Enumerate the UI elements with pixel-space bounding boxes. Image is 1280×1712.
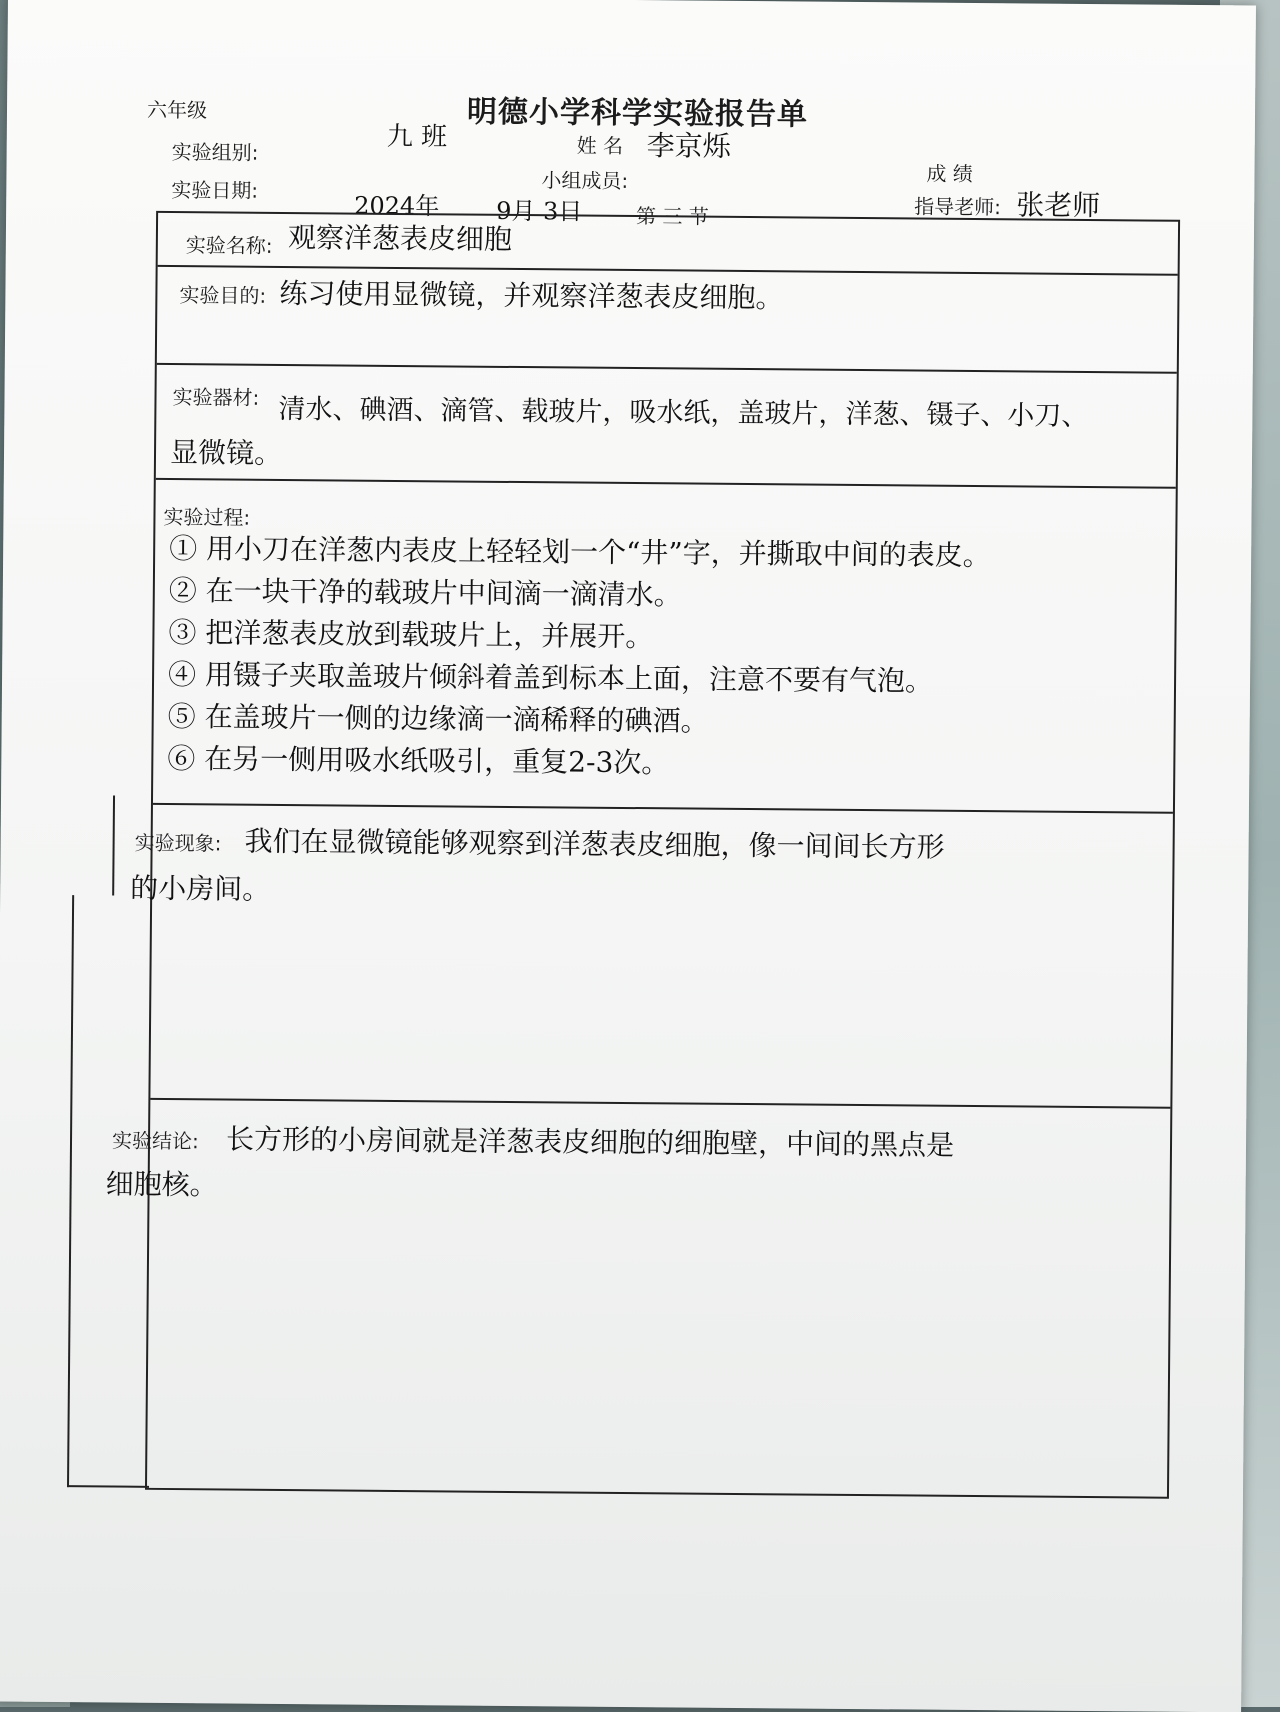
- class-value: 九 班: [386, 121, 448, 153]
- report-table: [105, 211, 1180, 1499]
- conclusion-line-1: 长方形的小房间就是洋葱表皮细胞的细胞壁，中间的黑点是: [225, 1122, 955, 1162]
- teacher-value: 张老师: [1016, 188, 1101, 223]
- date-month-day: 9月 3日: [496, 196, 583, 226]
- purpose-value: 练习使用显微镜，并观察洋葱表皮细胞。: [279, 276, 784, 315]
- teacher-label: 指导老师:: [914, 194, 1002, 220]
- divider: [158, 265, 1178, 276]
- divider: [153, 803, 1173, 814]
- process-label: 实验过程:: [163, 504, 251, 530]
- process-step-2: ② 在一块干净的载玻片中间滴一滴清水。: [168, 573, 682, 612]
- name-label: 姓 名: [576, 133, 624, 158]
- process-step-1: ① 用小刀在洋葱内表皮上轻轻划一个“井”字，并撕取中间的表皮。: [169, 531, 991, 573]
- experiment-name-value: 观察洋葱表皮细胞: [287, 221, 513, 256]
- conclusion-label: 实验结论:: [111, 1128, 199, 1154]
- phenomenon-label: 实验现象:: [134, 830, 222, 856]
- purpose-label: 实验目的:: [179, 283, 267, 308]
- materials-line-1: 清水、碘酒、滴管、载玻片，吸水纸，盖玻片，洋葱、镊子、小刀、: [278, 393, 1089, 432]
- divider: [150, 1098, 1170, 1109]
- process-step-4: ④ 用镊子夹取盖玻片倾斜着盖到标本上面，注意不要有气泡。: [167, 657, 934, 698]
- name-value: 李京烁: [646, 129, 731, 163]
- date-period: 第 三 节: [636, 204, 709, 229]
- divider: [156, 478, 1176, 489]
- materials-label: 实验器材:: [172, 385, 260, 410]
- frame-corner: [67, 895, 154, 1488]
- date-label: 实验日期:: [171, 177, 259, 203]
- conclusion-line-2: 细胞核。: [105, 1167, 218, 1202]
- phenomenon-line-1: 我们在显微镜能够观察到洋葱表皮细胞，像一间间长方形: [244, 824, 945, 864]
- divider: [157, 363, 1177, 374]
- materials-line-2: 显微镜。: [169, 435, 283, 470]
- grade-label: 六年级: [146, 97, 208, 123]
- group-label: 实验组别:: [171, 139, 259, 165]
- process-step-6: ⑥ 在另一侧用吸水纸吸引，重复2-3次。: [167, 741, 670, 780]
- members-label: 小组成员:: [541, 168, 629, 193]
- report-title: 明德小学科学实验报告单: [466, 94, 809, 133]
- process-step-5: ⑤ 在盖玻片一侧的边缘滴一滴稀释的碘酒。: [167, 699, 709, 738]
- date-year: 2024年: [354, 191, 440, 221]
- process-step-3: ③ 把洋葱表皮放到载玻片上，并展开。: [168, 615, 654, 654]
- frame-edge: [112, 796, 155, 896]
- phenomenon-line-2: 的小房间。: [130, 871, 271, 906]
- experiment-name-label: 实验名称:: [185, 233, 273, 258]
- score-label: 成 绩: [926, 161, 973, 186]
